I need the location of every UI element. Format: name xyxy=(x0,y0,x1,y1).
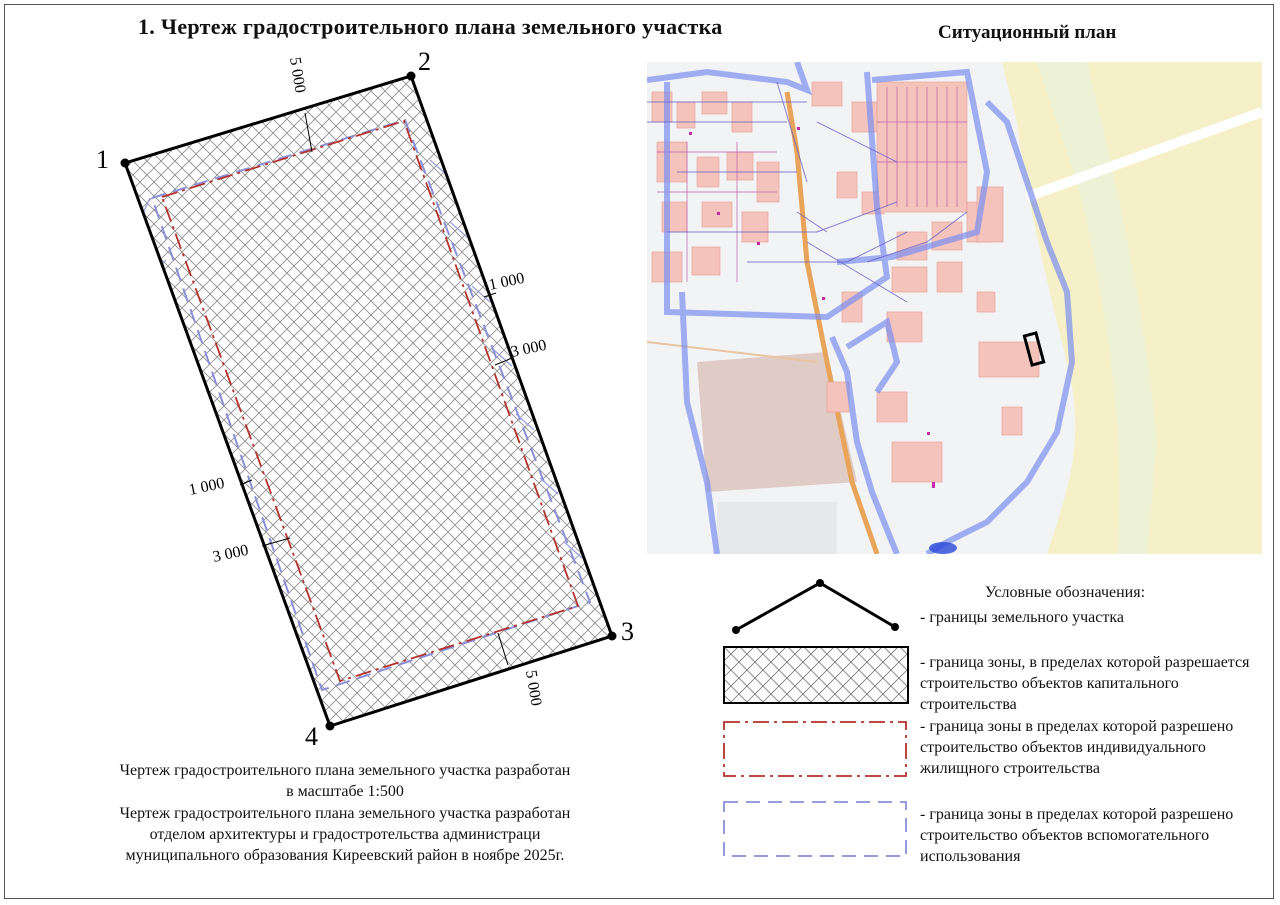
corner-label-1: 1 xyxy=(96,145,109,174)
corner-label-4: 4 xyxy=(305,722,318,751)
scale-note xyxy=(40,760,650,802)
scale-note-line-2: в масштабе 1:500 xyxy=(286,783,404,800)
author-note-line-2: отделом архитектуры и градостротельства администраци xyxy=(149,826,541,843)
corner-node-4 xyxy=(326,722,335,731)
corner-node-2 xyxy=(407,72,416,81)
legend-text-auxiliary-zone: - граница зоны в пределах которой разрешено строительство объектов вспомогательного использования xyxy=(920,806,1234,865)
author-note-line-3: муниципального образования Киреевский район в ноябре 2025г. xyxy=(125,847,565,864)
author-note xyxy=(40,803,650,866)
legend-text-capital-construction: - граница зоны, в пределах которой разрешается строительство объектов капитального строительства xyxy=(920,654,1250,713)
corner-label-2: 2 xyxy=(418,47,431,76)
dimension-right-inner: 1 000 xyxy=(487,269,527,294)
corner-node-3 xyxy=(608,632,617,641)
dimension-bottom: 5 000 xyxy=(522,668,545,708)
legend-symbol-auxiliary-zone xyxy=(723,800,909,858)
legend-text-plot-boundary: - границы земельного участка xyxy=(920,609,1124,626)
scale-note-line-1: Чертеж градостроительного плана земельного участка разработан xyxy=(119,762,571,779)
situation-map xyxy=(647,62,1262,554)
dimension-left-outer: 3 000 xyxy=(211,541,251,566)
dimension-left-inner: 1 000 xyxy=(187,474,227,499)
legend-symbol-capital-construction xyxy=(723,646,909,704)
author-note-line-1: Чертеж градостроительного плана земельного участка разработан xyxy=(119,805,571,822)
drawing-title: 1. Чертеж градостроительного плана земельного участка xyxy=(138,14,723,39)
dimension-right-outer: 3 000 xyxy=(509,336,549,361)
corner-node-1 xyxy=(121,159,130,168)
situation-map-graphic xyxy=(647,62,1262,554)
legend-symbol-ijs-zone xyxy=(723,720,909,778)
legend-symbol-plot-boundary xyxy=(725,575,905,645)
dimension-top: 5 000 xyxy=(286,55,309,95)
legend-text-ijs-zone: - граница зоны в пределах которой разрешено строительство объектов индивидуального жилищного строительства xyxy=(920,718,1234,777)
legend-title: Условные обозначения: xyxy=(985,584,1146,601)
situation-plan-title: Ситуационный план xyxy=(938,22,1117,43)
corner-label-3: 3 xyxy=(621,617,634,646)
construction-zone-hatch xyxy=(125,76,612,726)
